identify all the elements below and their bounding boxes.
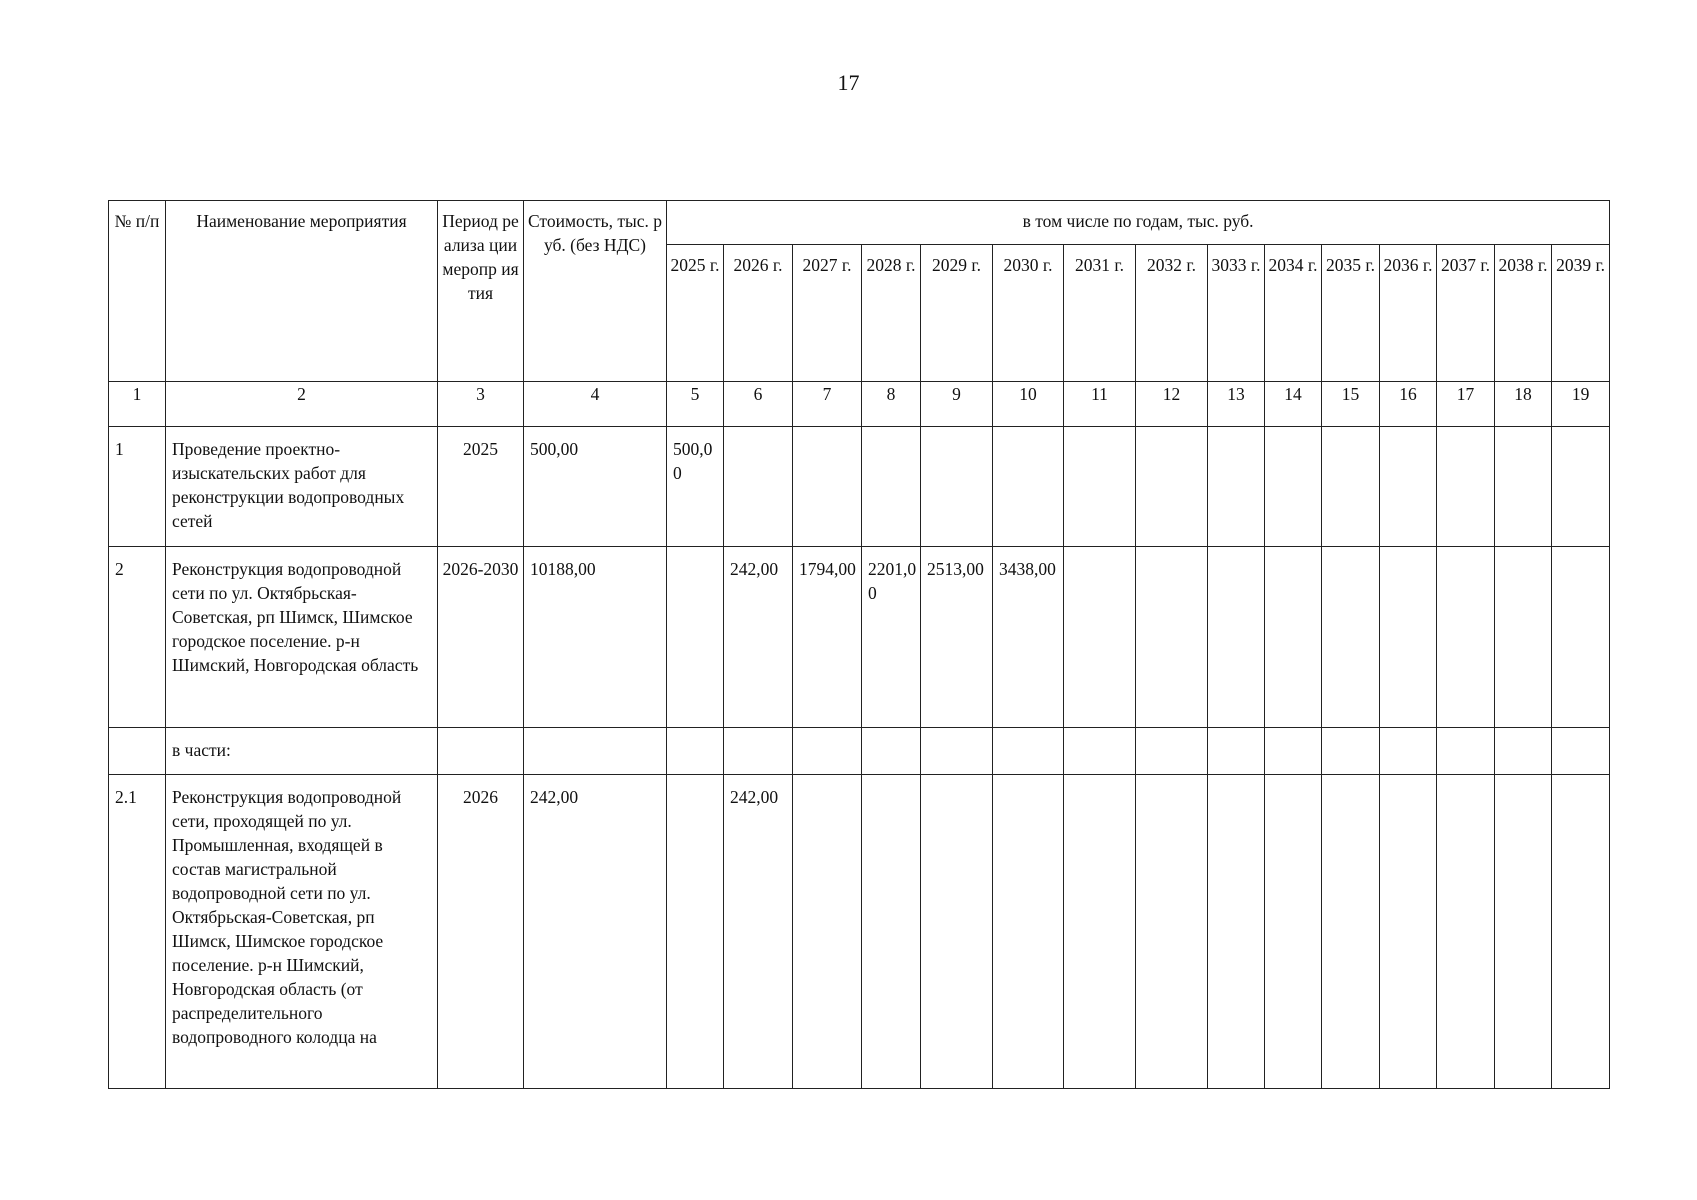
- column-number: 10: [993, 382, 1064, 427]
- header-year: 2039 г.: [1552, 245, 1610, 382]
- column-number: 13: [1208, 382, 1265, 427]
- row-cost: [524, 728, 667, 775]
- row-index: 2: [109, 547, 166, 728]
- header-num: № п/п: [109, 201, 166, 382]
- table-row: [109, 427, 1610, 547]
- row-year-value: [1265, 775, 1322, 1089]
- column-number: 8: [862, 382, 921, 427]
- table-row: [109, 547, 1610, 728]
- row-year-value: [993, 728, 1064, 775]
- header-year: 2034 г.: [1265, 245, 1322, 382]
- row-year-value: [1265, 547, 1322, 728]
- row-cost: 242,00: [524, 775, 667, 1089]
- column-number: 12: [1136, 382, 1208, 427]
- row-year-value: [1136, 728, 1208, 775]
- row-year-value: 242,00: [724, 775, 793, 1089]
- page-number: 17: [837, 70, 860, 95]
- row-year-value: [862, 728, 921, 775]
- row-year-value: [1322, 728, 1380, 775]
- row-year-value: [1208, 728, 1265, 775]
- row-cost: 10188,00: [524, 547, 667, 728]
- row-year-value: 500,00: [667, 427, 724, 547]
- investment-table: [108, 200, 1610, 1089]
- row-year-value: [724, 427, 793, 547]
- header-name: Наименование мероприятия: [166, 201, 438, 382]
- header-year: 2031 г.: [1064, 245, 1136, 382]
- row-year-value: [1322, 547, 1380, 728]
- row-year-value: 242,00: [724, 547, 793, 728]
- header-year: 2038 г.: [1495, 245, 1552, 382]
- row-year-value: [1495, 728, 1552, 775]
- row-cost: 500,00: [524, 427, 667, 547]
- row-index: [109, 728, 166, 775]
- row-index: 1: [109, 427, 166, 547]
- row-year-value: [993, 427, 1064, 547]
- column-number: 19: [1552, 382, 1610, 427]
- row-index: 2.1: [109, 775, 166, 1089]
- row-year-value: [1064, 427, 1136, 547]
- row-year-value: [724, 728, 793, 775]
- row-year-value: [1064, 775, 1136, 1089]
- column-number: 1: [109, 382, 166, 427]
- column-number: 5: [667, 382, 724, 427]
- row-year-value: [1552, 547, 1610, 728]
- row-year-value: [921, 427, 993, 547]
- header-row-top: [109, 201, 1610, 245]
- header-year: 3033 г.: [1208, 245, 1265, 382]
- row-period: 2026-2030: [438, 547, 524, 728]
- column-number: 18: [1495, 382, 1552, 427]
- row-year-value: [1495, 775, 1552, 1089]
- row-year-value: [862, 427, 921, 547]
- row-name: Реконструкция водопроводной сети по ул. Октябрьская-Советская, рп Шимск, Шимское городское поселение. р-н Шимский, Новгородская область: [166, 547, 438, 728]
- row-year-value: [793, 775, 862, 1089]
- header-year: 2036 г.: [1380, 245, 1437, 382]
- row-year-value: [993, 775, 1064, 1089]
- row-year-value: 3438,00: [993, 547, 1064, 728]
- column-number: 16: [1380, 382, 1437, 427]
- row-year-value: [1495, 427, 1552, 547]
- column-number: 4: [524, 382, 667, 427]
- column-number: 3: [438, 382, 524, 427]
- row-year-value: [1208, 775, 1265, 1089]
- row-year-value: [1136, 547, 1208, 728]
- row-period: [438, 728, 524, 775]
- row-year-value: [921, 728, 993, 775]
- row-name: в части:: [166, 728, 438, 775]
- row-year-value: [1495, 547, 1552, 728]
- row-year-value: [667, 728, 724, 775]
- column-number-row: [109, 382, 1610, 427]
- row-year-value: [1437, 547, 1495, 728]
- column-number: 17: [1437, 382, 1495, 427]
- row-year-value: 1794,00: [793, 547, 862, 728]
- column-number: 9: [921, 382, 993, 427]
- row-year-value: [1136, 775, 1208, 1089]
- column-number: 14: [1265, 382, 1322, 427]
- row-year-value: [1380, 728, 1437, 775]
- row-year-value: [1380, 775, 1437, 1089]
- row-year-value: [793, 427, 862, 547]
- row-year-value: [1208, 547, 1265, 728]
- row-year-value: [1208, 427, 1265, 547]
- row-year-value: 2513,00: [921, 547, 993, 728]
- table-body: [109, 201, 1610, 1089]
- header-year: 2035 г.: [1322, 245, 1380, 382]
- row-year-value: [921, 775, 993, 1089]
- table-row: [109, 728, 1610, 775]
- header-cost: Стоимость, тыс. руб. (без НДС): [524, 201, 667, 382]
- row-year-value: [1322, 427, 1380, 547]
- row-year-value: [1437, 427, 1495, 547]
- row-year-value: [1380, 547, 1437, 728]
- header-year: 2026 г.: [724, 245, 793, 382]
- header-year: 2029 г.: [921, 245, 993, 382]
- row-year-value: [1064, 728, 1136, 775]
- row-year-value: 2201,00: [862, 547, 921, 728]
- header-year: 2037 г.: [1437, 245, 1495, 382]
- header-year: 2027 г.: [793, 245, 862, 382]
- row-year-value: [1552, 728, 1610, 775]
- row-period: 2025: [438, 427, 524, 547]
- header-years-group: в том числе по годам, тыс. руб.: [667, 201, 1610, 245]
- row-name: Проведение проектно-изыскательских работ для реконструкции водопроводных сетей: [166, 427, 438, 547]
- row-year-value: [1322, 775, 1380, 1089]
- column-number: 6: [724, 382, 793, 427]
- table-row: [109, 775, 1610, 1089]
- row-year-value: [1136, 427, 1208, 547]
- row-period: 2026: [438, 775, 524, 1089]
- row-year-value: [1552, 775, 1610, 1089]
- row-year-value: [1380, 427, 1437, 547]
- row-year-value: [1265, 427, 1322, 547]
- header-year: 2030 г.: [993, 245, 1064, 382]
- row-year-value: [1265, 728, 1322, 775]
- column-number: 2: [166, 382, 438, 427]
- row-year-value: [1064, 547, 1136, 728]
- row-year-value: [862, 775, 921, 1089]
- header-period: Период реализа ции меропр иятия: [438, 201, 524, 382]
- row-year-value: [793, 728, 862, 775]
- header-year: 2032 г.: [1136, 245, 1208, 382]
- header-year: 2028 г.: [862, 245, 921, 382]
- column-number: 11: [1064, 382, 1136, 427]
- row-name: Реконструкция водопроводной сети, проходящей по ул. Промышленная, входящей в состав магистральной водопроводной сети по ул. Октябрьская-Советская, рп Шимск, Шимское городское поселение. р-н Шимский, Новгородская область (от распределительного водопроводного колодца на: [166, 775, 438, 1089]
- row-year-value: [1552, 427, 1610, 547]
- header-year: 2025 г.: [667, 245, 724, 382]
- column-number: 7: [793, 382, 862, 427]
- row-year-value: [667, 547, 724, 728]
- row-year-value: [1437, 775, 1495, 1089]
- row-year-value: [667, 775, 724, 1089]
- column-number: 15: [1322, 382, 1380, 427]
- row-year-value: [1437, 728, 1495, 775]
